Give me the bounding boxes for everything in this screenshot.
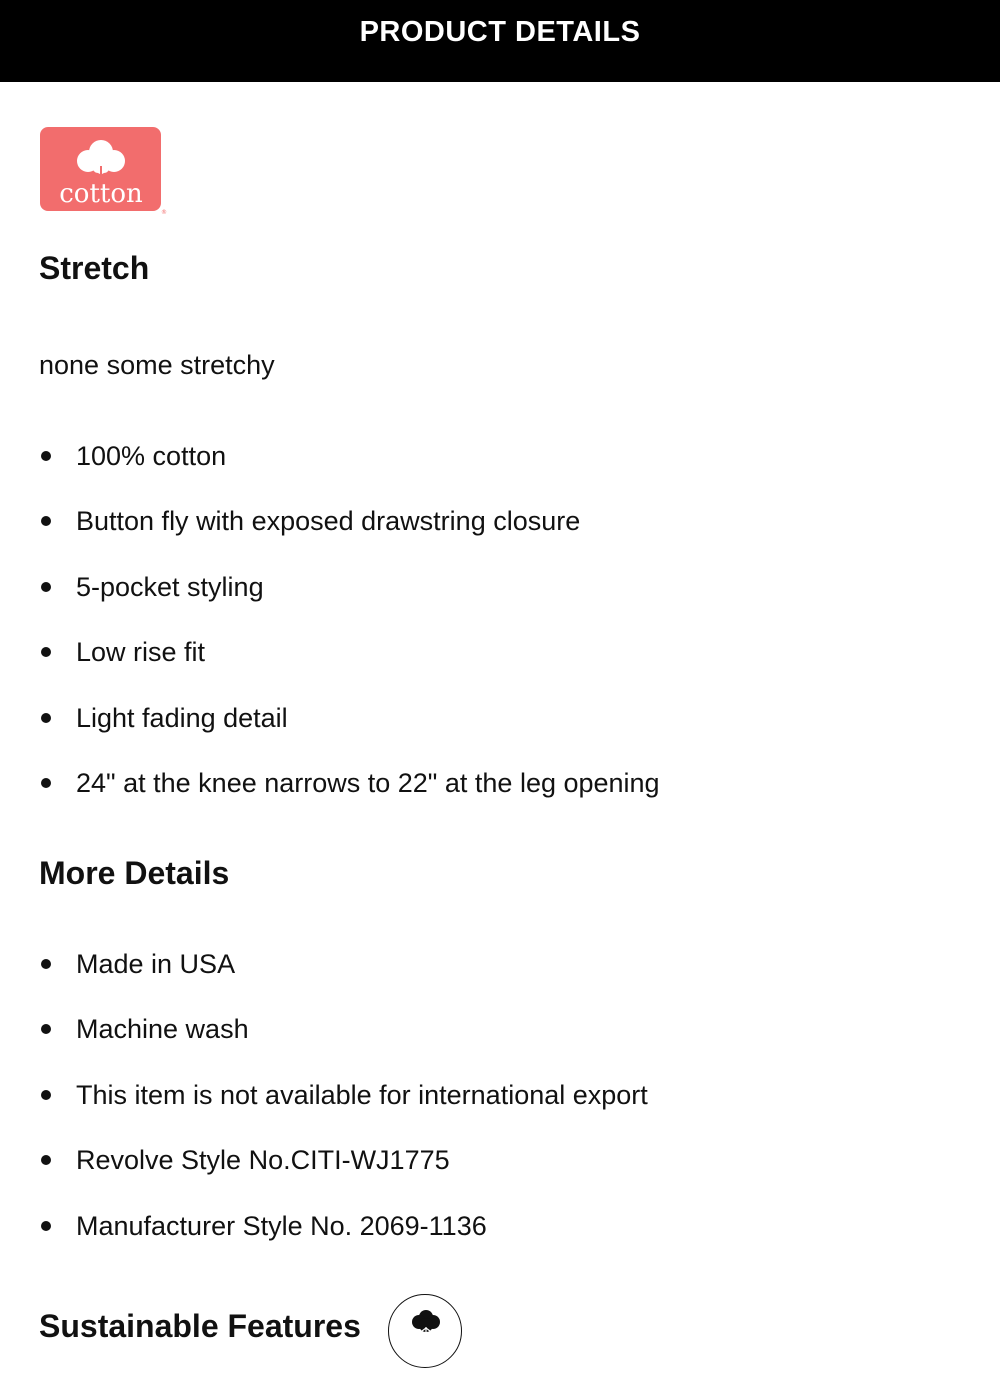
feature-text: Button fly with exposed drawstring closure bbox=[76, 506, 581, 537]
list-item bbox=[0, 767, 660, 832]
detail-text: Revolve Style No.CITI-WJ1775 bbox=[76, 1145, 450, 1176]
header-title: PRODUCT DETAILS bbox=[359, 15, 641, 48]
feature-text: 100% cotton bbox=[76, 441, 227, 471]
detail-text: Made in USA bbox=[76, 949, 236, 979]
features-list bbox=[0, 440, 660, 832]
list-item bbox=[0, 440, 660, 505]
bullet-dot bbox=[41, 1090, 51, 1100]
feature-text: Low rise fit bbox=[76, 637, 206, 668]
feature-text: 5-pocket styling bbox=[76, 571, 264, 602]
bullet-dot bbox=[41, 516, 51, 526]
detail-text: Machine wash bbox=[76, 1014, 249, 1045]
cotton-boll-icon bbox=[39, 126, 167, 216]
cotton-logo-text: cotton bbox=[59, 179, 143, 209]
stretch-heading: Stretch bbox=[39, 250, 150, 286]
list-item bbox=[0, 948, 648, 1013]
detail-text: This item is not available for international export bbox=[76, 1079, 648, 1110]
cotton-logo bbox=[39, 126, 167, 216]
list-item bbox=[0, 1210, 648, 1275]
svg-text:®: ® bbox=[161, 209, 167, 216]
product-details-header bbox=[0, 0, 1000, 82]
list-item bbox=[0, 1013, 648, 1078]
list-item bbox=[0, 1079, 648, 1144]
bullet-dot bbox=[41, 1024, 51, 1034]
feature-text: Light fading detail bbox=[76, 702, 288, 733]
list-item bbox=[0, 702, 660, 767]
sustainable-features-heading: Sustainable Features bbox=[39, 1308, 361, 1344]
feature-text: 24" at the knee narrows to 22" at the leg opening bbox=[76, 767, 660, 798]
detail-text: Manufacturer Style No. 2069-1136 bbox=[76, 1210, 487, 1241]
more-details-heading: More Details bbox=[39, 855, 230, 891]
bullet-dot bbox=[41, 1221, 51, 1231]
cotton-plant-icon bbox=[388, 1294, 462, 1368]
bullet-dot bbox=[41, 1155, 51, 1165]
bullet-dot bbox=[41, 451, 51, 461]
bullet-dot bbox=[41, 959, 51, 969]
list-item bbox=[0, 1144, 648, 1209]
list-item bbox=[0, 571, 660, 636]
bullet-dot bbox=[41, 647, 51, 657]
stretch-value: none some stretchy bbox=[39, 350, 275, 380]
list-item bbox=[0, 636, 660, 701]
bullet-dot bbox=[41, 713, 51, 723]
bullet-dot bbox=[41, 582, 51, 592]
bullet-dot bbox=[41, 778, 51, 788]
list-item bbox=[0, 505, 660, 570]
more-details-list bbox=[0, 948, 648, 1275]
